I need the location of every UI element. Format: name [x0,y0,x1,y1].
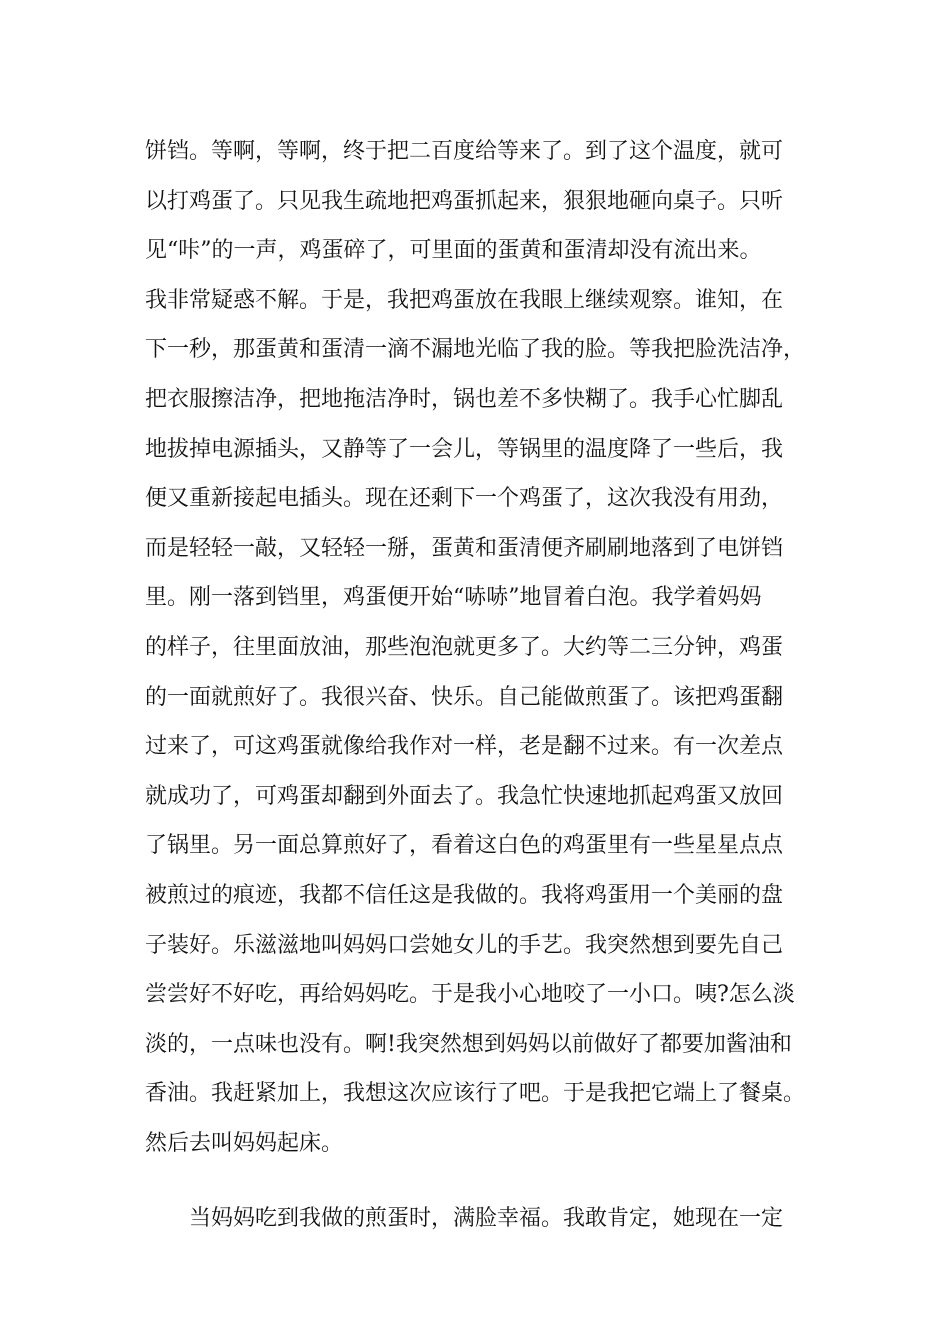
text-line: 淡的，一点味也没有。啊!我突然想到妈妈以前做好了都要加酱油和 [145,1031,792,1057]
text-line: 尝尝好不好吃，再给妈妈吃。于是我小心地咬了一小口。咦?怎么淡 [145,982,795,1008]
text-line: 以打鸡蛋了。只见我生疏地把鸡蛋抓起来，狠狠地砸向桌子。只听 [145,188,784,214]
text-line: 饼铛。等啊，等啊，终于把二百度给等来了。到了这个温度，就可 [145,139,784,164]
text-line: 当妈妈吃到我做的煎蛋时，满脸幸福。我敢肯定，她现在一定 [189,1206,784,1232]
text-line: 的一面就煎好了。我很兴奋、快乐。自己能做煎蛋了。该把鸡蛋翻 [145,684,784,710]
paragraph-1 [145,127,845,1168]
text-line: 了锅里。另一面总算煎好了，看着这白色的鸡蛋里有一些星星点点 [145,833,784,859]
text-line: 下一秒，那蛋黄和蛋清一滴不漏地光临了我的脸。等我把脸洗洁净， [145,337,806,363]
text-line: 见“咔”的一声，鸡蛋碎了，可里面的蛋黄和蛋清却没有流出来。 [145,238,762,264]
text-line: 里。刚一落到铛里，鸡蛋便开始“哧哧”地冒着白泡。我学着妈妈 [145,585,762,611]
text-line: 过来了，可这鸡蛋就像给我作对一样，老是翻不过来。有一次差点 [145,734,784,760]
text-line: 便又重新接起电插头。现在还剩下一个鸡蛋了，这次我没有用劲， [145,486,784,512]
text-line: 香油。我赶紧加上，我想这次应该行了吧。于是我把它端上了餐桌。 [145,1081,806,1107]
paragraph-2 [145,1194,845,1244]
text-line: 子装好。乐滋滋地叫妈妈口尝她女儿的手艺。我突然想到要先自己 [145,932,784,958]
text-line: 地拔掉电源插头，又静等了一会儿，等锅里的温度降了一些后，我 [145,436,784,462]
text-line: 的样子，往里面放油，那些泡泡就更多了。大约等二三分钟，鸡蛋 [145,634,784,660]
text-line: 把衣服擦洁净，把地拖洁净时，锅也差不多快糊了。我手心忙脚乱 [145,386,784,412]
body-text [145,127,845,1244]
text-line: 而是轻轻一敲，又轻轻一掰，蛋黄和蛋清便齐刷刷地落到了电饼铛 [145,535,784,561]
text-line: 我非常疑惑不解。于是，我把鸡蛋放在我眼上继续观察。谁知，在 [145,287,784,313]
text-line: 被煎过的痕迹，我都不信任这是我做的。我将鸡蛋用一个美丽的盘 [145,882,784,908]
text-line: 然后去叫妈妈起床。 [145,1130,344,1156]
text-line: 就成功了，可鸡蛋却翻到外面去了。我急忙快速地抓起鸡蛋又放回 [145,783,784,809]
paragraph-gap [145,1168,845,1194]
